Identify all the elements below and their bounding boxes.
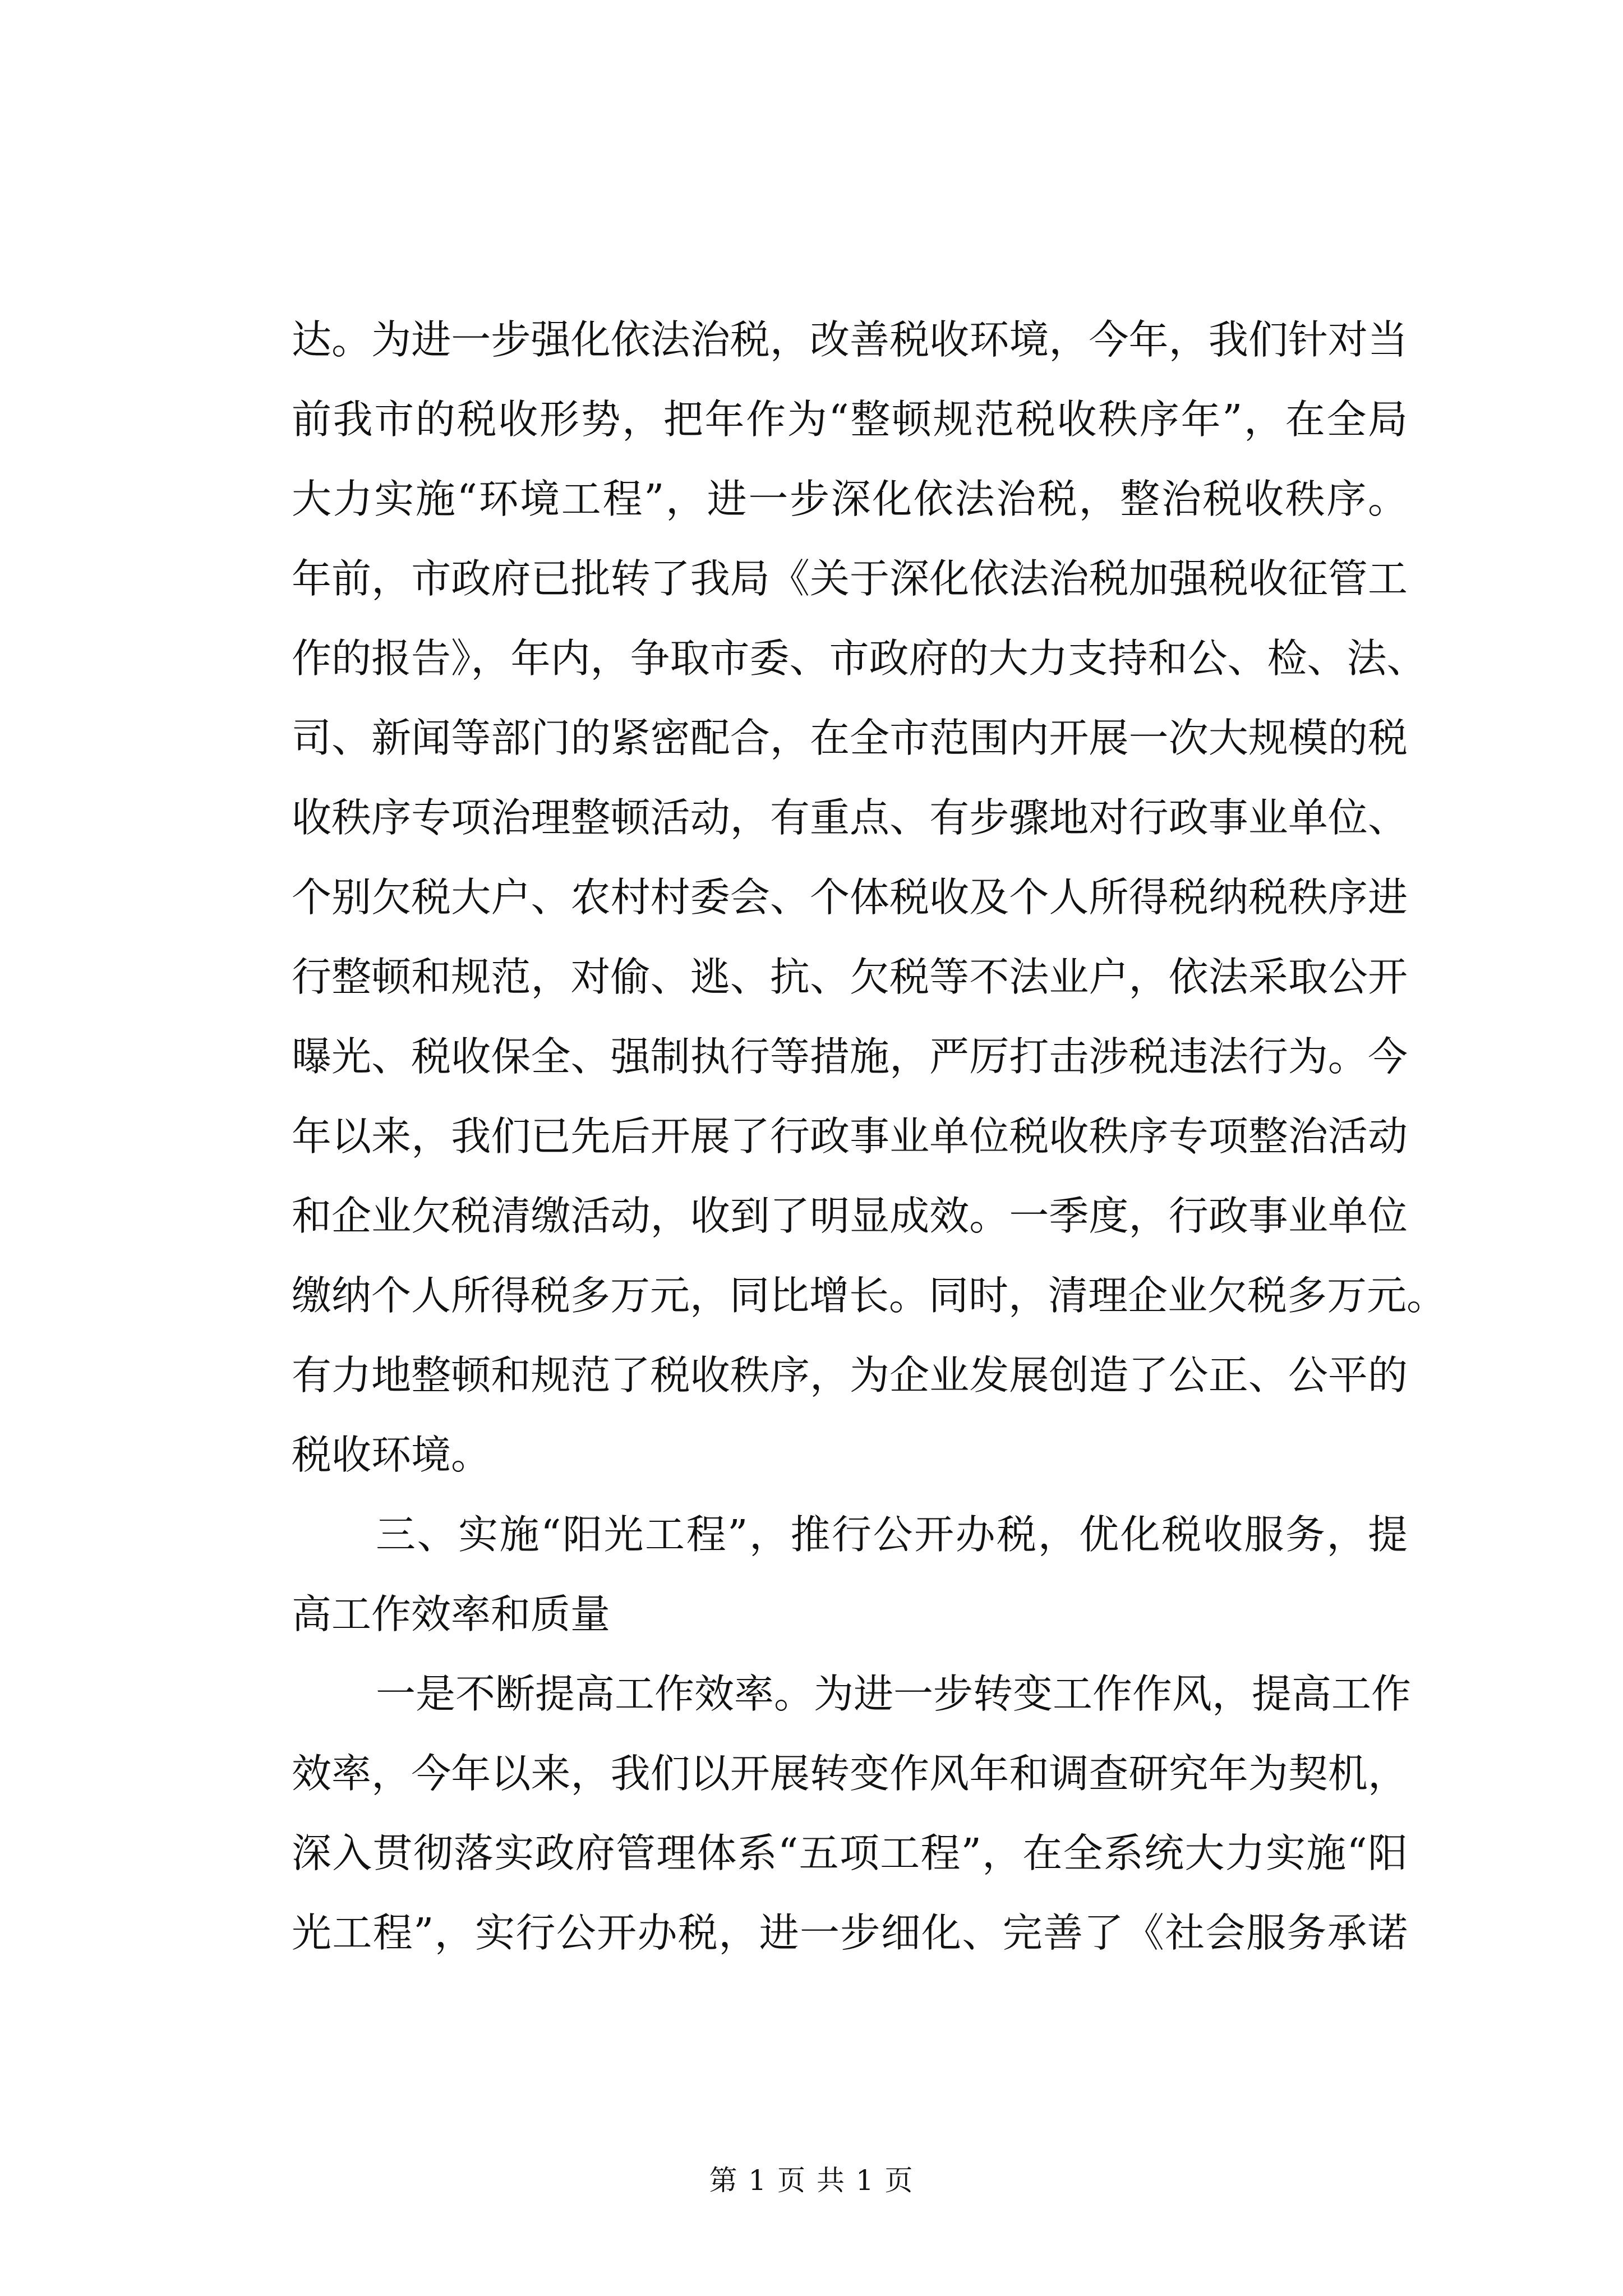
paragraph-line: 收秩序专项治理整顿活动，有重点、有步骤地对行政事业单位、: [292, 794, 1408, 841]
paragraph-line: 行整顿和规范，对偷、逃、抗、欠税等不法业户，依法采取公开: [292, 954, 1408, 1000]
paragraph-line: 年前，市政府已批转了我局《关于深化依法治税加强税收征管工: [292, 555, 1408, 602]
paragraph-line: 光工程”，实行公开办税，进一步细化、完善了《社会服务承诺: [292, 1910, 1408, 1956]
page-number-footer: 第 1 页 共 1 页: [709, 2164, 914, 2197]
paragraph-line: 缴纳个人所得税多万元，同比增长。同时，清理企业欠税多万元。: [292, 1272, 1447, 1319]
paragraph-line: 年以来，我们已先后开展了行政事业单位税收秩序专项整治活动: [292, 1113, 1408, 1159]
paragraph-line: 大力实施“环境工程”，进一步深化依法治税，整治税收秩序。: [292, 476, 1408, 522]
paragraph-line: 和企业欠税清缴活动，收到了明显成效。一季度，行政事业单位: [292, 1193, 1408, 1239]
paragraph-line: 曝光、税收保全、强制执行等措施，严厉打击涉税违法行为。今: [292, 1033, 1408, 1080]
section-heading-line: 三、实施“阳光工程”，推行公开办税，优化税收服务，提: [376, 1511, 1408, 1558]
paragraph-line: 有力地整顿和规范了税收秩序，为企业发展创造了公正、公平的: [292, 1352, 1408, 1398]
paragraph-line: 深入贯彻落实政府管理体系“五项工程”，在全系统大力实施“阳: [292, 1830, 1408, 1876]
paragraph-line: 达。为进一步强化依法治税，改善税收环境，今年，我们针对当: [292, 316, 1408, 363]
paragraph-line: 前我市的税收形势，把年作为“整顿规范税收秩序年”，在全局: [292, 396, 1408, 443]
paragraph-line: 效率，今年以来，我们以开展转变作风年和调查研究年为契机，: [292, 1750, 1408, 1797]
paragraph-line: 司、新闻等部门的紧密配合，在全市范围内开展一次大规模的税: [292, 715, 1408, 761]
section-heading-last-line: 高工作效率和质量: [292, 1591, 611, 1637]
paragraph-last-line: 税收环境。: [292, 1432, 491, 1478]
paragraph-line: 作的报告》，年内，争取市委、市政府的大力支持和公、检、法、: [292, 635, 1427, 682]
document-body: [292, 300, 1447, 1973]
paragraph-line: 个别欠税大户、农村村委会、个体税收及个人所得税纳税秩序进: [292, 874, 1408, 921]
paragraph-first-line: 一是不断提高工作效率。为进一步转变工作作风，提高工作: [376, 1671, 1412, 1717]
